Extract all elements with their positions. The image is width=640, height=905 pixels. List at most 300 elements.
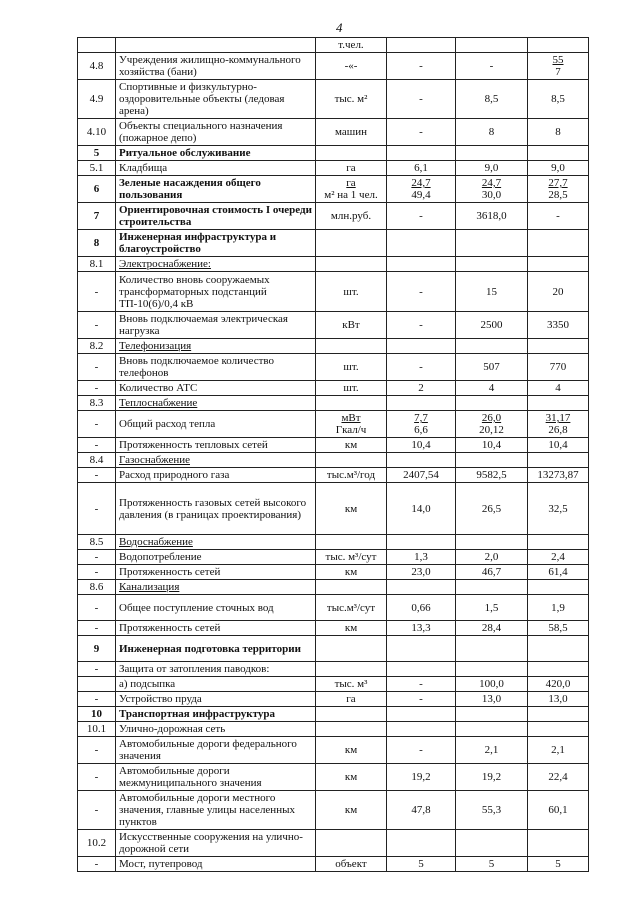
row-number-text: -: [94, 744, 99, 756]
row-unit: [316, 677, 387, 692]
row-value-2-text: 19,2: [481, 771, 502, 783]
row-value-1-text: -: [419, 678, 423, 690]
row-unit-bottom: Гкал/ч: [335, 424, 367, 436]
table-row: [78, 580, 589, 595]
row-value-2-text: 100,0: [479, 678, 504, 690]
row-value-3-text: 13273,87: [537, 469, 579, 481]
row-unit: [316, 662, 387, 677]
row-value-2: [456, 146, 528, 161]
row-number: [78, 857, 116, 872]
table-row: [78, 692, 589, 707]
row-name-text: Кладбища: [119, 162, 168, 174]
row-value-2-text: 26,5: [481, 502, 502, 515]
row-value-1-top: 24,7: [411, 177, 431, 189]
row-number: [78, 438, 116, 453]
row-number-text: -: [94, 285, 99, 298]
row-number-text: -: [94, 804, 99, 816]
table-row: [78, 146, 589, 161]
table-row: [78, 230, 589, 257]
row-value-3: [528, 830, 589, 857]
row-number: [78, 468, 116, 483]
row-unit: [316, 857, 387, 872]
row-unit-text: т.чел.: [338, 39, 364, 51]
row-value-1-text: 2: [418, 382, 424, 394]
row-value-3-text: 32,5: [548, 502, 568, 515]
row-value-2-text: 2500: [480, 319, 503, 331]
table-row: [78, 483, 589, 535]
row-name-text: Протяженность газовых сетей высокого давления (в границах проектирования): [119, 496, 307, 521]
row-value-1: [387, 535, 456, 550]
row-unit: [316, 203, 387, 230]
row-name-text: Спортивные и физкультурно-оздоровительные объекты (ледовая арена): [119, 81, 285, 117]
row-unit: [316, 707, 387, 722]
row-value-3-bottom: 28,5: [548, 189, 568, 201]
row-name: [116, 53, 316, 80]
row-value-1-text: 23,0: [411, 566, 431, 578]
row-value-3: [528, 483, 589, 535]
row-number: [78, 146, 116, 161]
row-name-text: Инженерная подготовка территории: [119, 642, 301, 655]
row-number-text: 8.6: [89, 581, 104, 593]
row-name-text: Количество АТС: [119, 382, 198, 394]
row-number-text: -: [94, 439, 99, 451]
row-unit: [316, 737, 387, 764]
row-value-3-bottom: 7: [555, 66, 561, 78]
row-value-1: [387, 636, 456, 662]
row-value-3-text: 2,1: [551, 744, 565, 756]
row-name-text: Теплоснабжение: [119, 397, 198, 409]
table-row: [78, 257, 589, 272]
row-number: [78, 722, 116, 737]
row-value-2: [456, 621, 528, 636]
row-value-1: [387, 565, 456, 580]
row-name-text: Автомобильные дороги федерального значения: [119, 738, 297, 762]
row-value-2-text: 55,3: [481, 804, 502, 816]
row-value-1: [387, 483, 456, 535]
row-value-1-text: -: [419, 693, 423, 705]
row-name: [116, 737, 316, 764]
row-value-1: [387, 312, 456, 339]
row-value-3: [528, 677, 589, 692]
row-name: [116, 146, 316, 161]
row-value-2-text: 9,0: [484, 162, 499, 174]
row-number: [78, 621, 116, 636]
row-value-2: [456, 722, 528, 737]
row-value-2: [456, 791, 528, 830]
row-number-text: 8.3: [89, 397, 104, 409]
row-number: [78, 38, 116, 53]
row-name: [116, 621, 316, 636]
table-row: [78, 176, 589, 203]
row-number: [78, 677, 116, 692]
row-number-text: -: [94, 418, 99, 430]
row-value-3: [528, 119, 589, 146]
table-row: [78, 550, 589, 565]
row-name: [116, 636, 316, 662]
row-value-3: [528, 662, 589, 677]
table-row: [78, 468, 589, 483]
row-unit: [316, 621, 387, 636]
row-value-2: [456, 677, 528, 692]
row-value-2: [456, 53, 528, 80]
row-unit: [316, 257, 387, 272]
row-value-1: [387, 692, 456, 707]
row-value-3: [528, 707, 589, 722]
row-number: [78, 692, 116, 707]
row-value-2: [456, 176, 528, 203]
row-value-2: [456, 595, 528, 621]
row-unit-text: шт.: [343, 361, 359, 373]
row-value-2-text: 9582,5: [476, 469, 507, 481]
row-value-3: [528, 737, 589, 764]
row-value-2: [456, 161, 528, 176]
row-value-1: [387, 764, 456, 791]
row-value-1-top: 7,7: [414, 412, 428, 424]
row-number-text: -: [94, 566, 99, 578]
row-value-2: [456, 438, 528, 453]
row-name: [116, 381, 316, 396]
table-row: [78, 80, 589, 119]
row-name-text: Вновь подключаемое количество телефонов: [119, 355, 275, 379]
row-name: [116, 354, 316, 381]
row-name: [116, 119, 316, 146]
row-value-3: [528, 565, 589, 580]
row-value-2: [456, 636, 528, 662]
row-name: [116, 692, 316, 707]
row-value-1: [387, 707, 456, 722]
row-number: [78, 453, 116, 468]
row-unit-text: км: [344, 622, 358, 634]
row-name-text: Зеленые насаждения общего пользования: [119, 177, 261, 201]
row-number: [78, 203, 116, 230]
row-number-text: 6: [93, 183, 100, 195]
row-value-1: [387, 722, 456, 737]
row-value-2-text: 28,4: [481, 622, 502, 634]
row-name: [116, 80, 316, 119]
row-name-text: Улично-дорожная сеть: [119, 723, 226, 735]
row-unit-text: км: [344, 771, 358, 783]
row-value-1: [387, 339, 456, 354]
row-unit: [316, 80, 387, 119]
table-row: [78, 722, 589, 737]
table-row: [78, 764, 589, 791]
row-value-3-top: 27,7: [548, 177, 568, 189]
row-value-1-text: 2407,54: [403, 469, 439, 481]
row-number: [78, 737, 116, 764]
row-unit: [316, 312, 387, 339]
row-value-1: [387, 396, 456, 411]
row-value-2: [456, 257, 528, 272]
row-number-text: -: [94, 693, 99, 705]
row-value-2: [456, 396, 528, 411]
row-value-3-text: 13,0: [548, 693, 568, 705]
row-unit: [316, 146, 387, 161]
row-name-text: Учреждения жилищно-коммунального хозяйства (бани): [119, 54, 301, 78]
row-unit: [316, 339, 387, 354]
row-number: [78, 662, 116, 677]
row-value-1: [387, 146, 456, 161]
row-name-text: Протяженность сетей: [119, 566, 221, 578]
row-unit: [316, 791, 387, 830]
row-number-text: -: [94, 771, 99, 783]
row-value-3: [528, 438, 589, 453]
row-value-1-text: 5: [418, 858, 424, 870]
row-value-1: [387, 857, 456, 872]
row-unit-text: тыс. м²: [334, 93, 368, 105]
row-value-3: [528, 621, 589, 636]
row-unit: [316, 722, 387, 737]
row-value-2: [456, 707, 528, 722]
row-name: [116, 312, 316, 339]
row-value-2-top: 26,0: [481, 412, 502, 424]
row-value-3-bottom: 26,8: [548, 424, 568, 436]
row-value-1: [387, 272, 456, 312]
row-value-2: [456, 203, 528, 230]
row-number-text: -: [94, 361, 99, 373]
row-value-2: [456, 483, 528, 535]
row-name-text: Инженерная инфраструктура и благоустройство: [119, 231, 277, 255]
row-value-3: [528, 636, 589, 662]
row-value-1: [387, 411, 456, 438]
row-value-3-text: 8: [555, 126, 561, 138]
row-number: [78, 354, 116, 381]
row-number: [78, 176, 116, 203]
table-row: [78, 272, 589, 312]
row-number: [78, 764, 116, 791]
table-row: [78, 535, 589, 550]
row-number: [78, 580, 116, 595]
table-row: [78, 53, 589, 80]
row-value-3-top: 31,17: [545, 412, 571, 424]
row-number: [78, 565, 116, 580]
row-value-1-text: 47,8: [411, 804, 431, 816]
row-name: [116, 272, 316, 312]
row-unit-text: машин: [334, 126, 367, 138]
table-row: [78, 203, 589, 230]
row-number: [78, 272, 116, 312]
row-number-text: -: [94, 601, 99, 614]
row-number: [78, 381, 116, 396]
row-unit-top: мВт: [341, 412, 361, 424]
row-value-3: [528, 595, 589, 621]
row-value-3-text: 8,5: [551, 93, 565, 105]
row-value-2: [456, 692, 528, 707]
row-value-3: [528, 550, 589, 565]
row-value-3: [528, 396, 589, 411]
row-number-text: 4.10: [86, 126, 107, 138]
row-value-2: [456, 662, 528, 677]
row-unit: [316, 535, 387, 550]
row-name: [116, 857, 316, 872]
row-number-text: 4.8: [89, 60, 104, 72]
table-row: [78, 677, 589, 692]
table-row: [78, 438, 589, 453]
row-number: [78, 339, 116, 354]
row-value-2: [456, 230, 528, 257]
table-row: [78, 411, 589, 438]
row-unit: [316, 119, 387, 146]
row-name-text: Количество вновь сооружаемых трансформаторных подстанций ТП-10(6)/0,4 кВ: [119, 273, 270, 310]
row-value-3-text: 61,4: [548, 566, 568, 578]
row-name: [116, 764, 316, 791]
table-row: [78, 354, 589, 381]
row-value-2: [456, 312, 528, 339]
row-unit-text: кВт: [342, 319, 360, 331]
row-name-text: Защита от затопления паводков:: [119, 663, 270, 675]
row-value-1: [387, 53, 456, 80]
row-unit-text: -«-: [344, 60, 358, 72]
row-value-3: [528, 857, 589, 872]
row-name: [116, 411, 316, 438]
row-name-text: Водоснабжение: [119, 536, 193, 548]
row-number: [78, 595, 116, 621]
row-unit: [316, 53, 387, 80]
row-value-1-text: -: [419, 93, 423, 105]
table-row: [78, 339, 589, 354]
row-value-1-text: -: [419, 126, 423, 138]
row-unit: [316, 692, 387, 707]
row-value-3-text: 58,5: [548, 622, 568, 634]
row-name: [116, 161, 316, 176]
row-unit-bottom: м² на 1 чел.: [324, 189, 378, 201]
row-unit: [316, 764, 387, 791]
row-name: [116, 830, 316, 857]
row-value-1-text: -: [419, 744, 423, 756]
table-row: [78, 595, 589, 621]
row-value-3: [528, 339, 589, 354]
row-unit: [316, 453, 387, 468]
table-row: [78, 857, 589, 872]
row-name-text: Ритуальное обслуживание: [119, 147, 251, 159]
row-name: [116, 677, 316, 692]
row-name: [116, 550, 316, 565]
row-name: [116, 176, 316, 203]
row-number-text: 5.1: [89, 162, 104, 174]
row-value-1-text: -: [419, 361, 423, 373]
row-unit-text: км: [344, 744, 358, 756]
row-value-2: [456, 468, 528, 483]
row-value-1-text: 10,4: [411, 439, 431, 451]
row-value-1-text: 1,3: [414, 551, 428, 563]
row-unit: [316, 161, 387, 176]
row-name: [116, 707, 316, 722]
row-number-text: -: [94, 382, 99, 394]
row-unit: [316, 636, 387, 662]
row-value-2-text: -: [489, 60, 494, 72]
table-row: [78, 119, 589, 146]
row-value-1-text: -: [419, 285, 423, 298]
row-value-3-text: 4: [555, 382, 561, 394]
row-number-text: -: [94, 551, 99, 563]
row-name-text: Газоснабжение: [119, 454, 190, 466]
row-unit-text: шт.: [343, 382, 359, 394]
row-number-text: 10.1: [86, 723, 107, 735]
table-row: [78, 636, 589, 662]
row-value-1: [387, 257, 456, 272]
row-value-3: [528, 203, 589, 230]
row-name-text: Автомобильные дороги местного значения, главные улицы населенных пунктов: [119, 792, 295, 828]
row-value-3: [528, 312, 589, 339]
row-value-1: [387, 203, 456, 230]
row-name-text: Устройство пруда: [119, 693, 202, 705]
row-name-text: Общий расход тепла: [119, 418, 216, 430]
table-row: [78, 791, 589, 830]
row-name: [116, 38, 316, 53]
row-value-3: [528, 53, 589, 80]
row-value-2-text: 13,0: [481, 693, 502, 705]
table-row: [78, 396, 589, 411]
row-number: [78, 230, 116, 257]
table-row: [78, 38, 589, 53]
row-number: [78, 483, 116, 535]
row-value-2-text: 15: [486, 285, 497, 298]
row-number: [78, 411, 116, 438]
row-name-text: Ориентировочная стоимость I очереди строительства: [119, 204, 312, 228]
row-value-1: [387, 662, 456, 677]
row-name-text: Общее поступление сточных вод: [119, 601, 274, 614]
row-value-2-text: 3618,0: [476, 210, 507, 222]
table-row: [78, 161, 589, 176]
row-unit: [316, 230, 387, 257]
row-value-3-text: 2,4: [551, 551, 565, 563]
row-value-1: [387, 677, 456, 692]
row-value-1: [387, 468, 456, 483]
row-unit-text: млн.руб.: [330, 210, 372, 222]
row-name-text: Искусственные сооружения на улично-дорожной сети: [119, 831, 303, 855]
row-value-1-text: 6,1: [414, 162, 428, 174]
row-value-3: [528, 80, 589, 119]
row-value-2: [456, 764, 528, 791]
row-name-text: Транспортная инфраструктура: [119, 708, 276, 720]
row-value-3-text: 60,1: [548, 804, 568, 816]
row-name: [116, 565, 316, 580]
row-unit: [316, 580, 387, 595]
row-number-text: 7: [93, 210, 100, 222]
row-value-1-text: 14,0: [411, 502, 431, 515]
row-number-text: 8.2: [89, 340, 104, 352]
row-number-text: -: [94, 858, 99, 870]
table-row: [78, 381, 589, 396]
row-value-1: [387, 550, 456, 565]
row-unit: [316, 483, 387, 535]
row-value-2: [456, 354, 528, 381]
row-value-3: [528, 146, 589, 161]
row-number: [78, 396, 116, 411]
row-value-3-text: -: [556, 210, 560, 222]
row-value-1: [387, 230, 456, 257]
row-value-1: [387, 38, 456, 53]
row-number: [78, 550, 116, 565]
row-value-2: [456, 565, 528, 580]
row-unit-text: тыс.м³/сут: [326, 601, 376, 614]
row-value-2: [456, 339, 528, 354]
row-value-2: [456, 737, 528, 764]
row-value-3: [528, 580, 589, 595]
row-value-3: [528, 692, 589, 707]
row-unit-text: га: [346, 162, 356, 174]
row-name: [116, 535, 316, 550]
row-value-2-bottom: 30,0: [481, 189, 502, 201]
row-value-1-text: 0,66: [411, 601, 431, 614]
row-value-3: [528, 161, 589, 176]
row-name-text: Объекты специального назначения (пожарное депо): [119, 120, 283, 144]
row-name-text: Протяженность тепловых сетей: [119, 439, 268, 451]
row-unit-top: га: [346, 177, 356, 189]
row-unit: [316, 381, 387, 396]
row-value-3: [528, 272, 589, 312]
row-number: [78, 161, 116, 176]
row-value-3-text: 770: [549, 361, 567, 373]
